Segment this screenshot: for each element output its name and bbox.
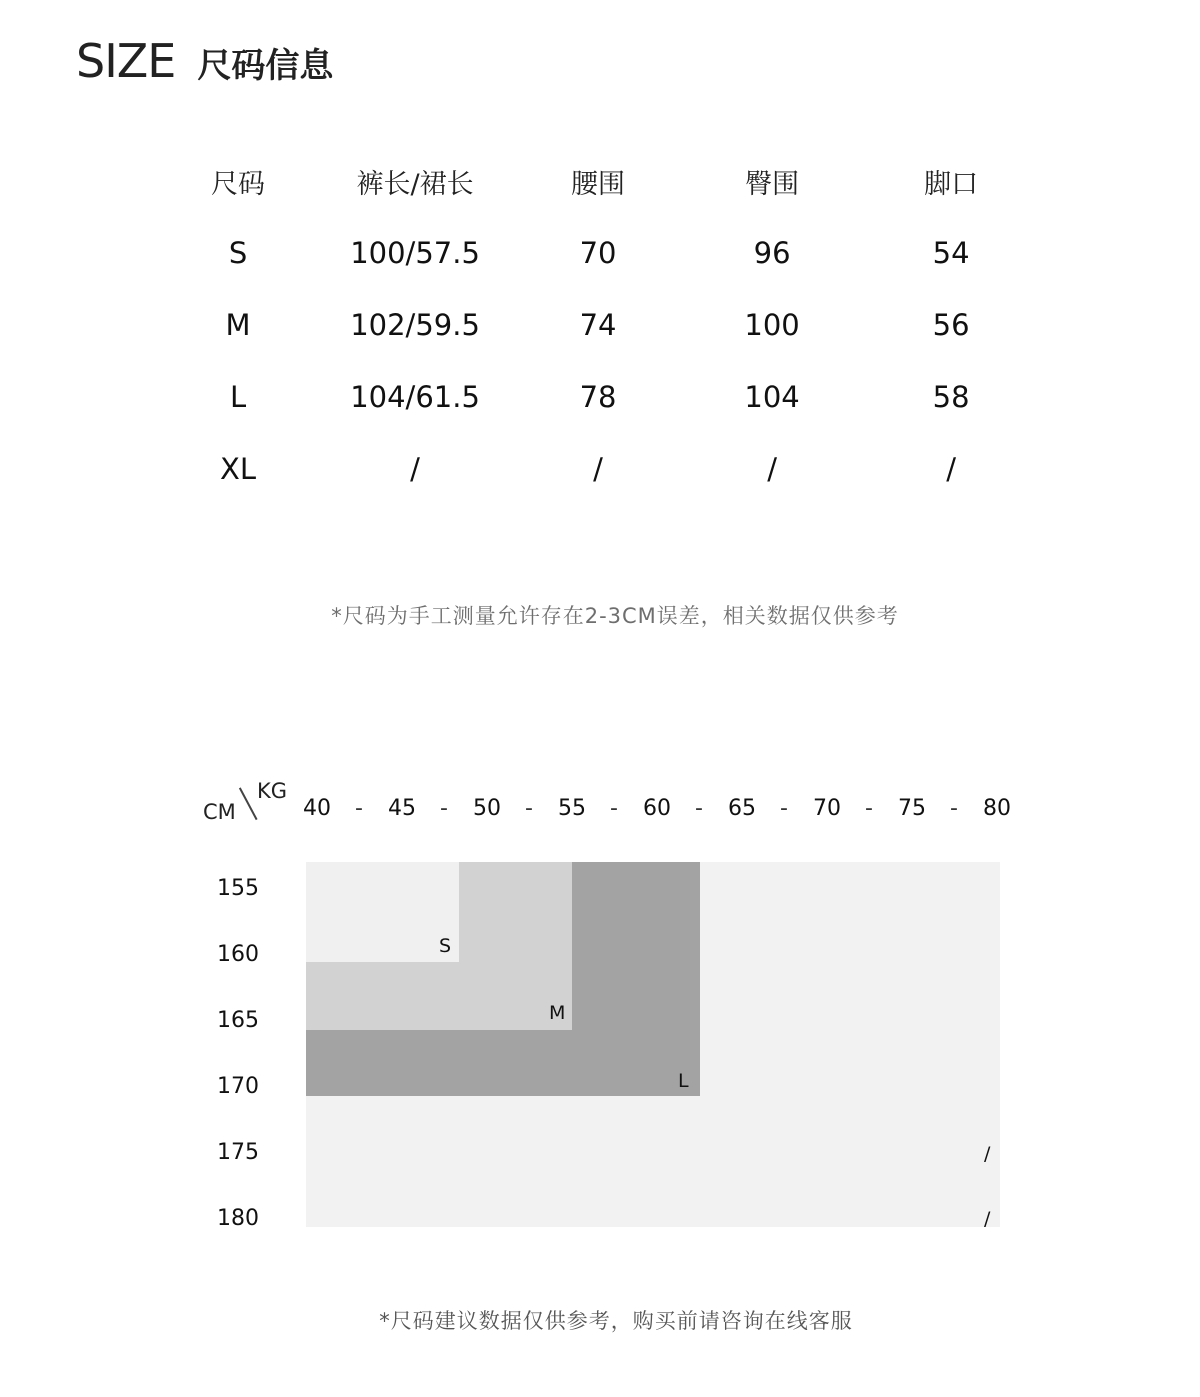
tick-dash: - xyxy=(525,796,533,821)
table-cell: / xyxy=(767,452,777,486)
table-cell: 102/59.5 xyxy=(350,308,480,342)
height-tick: 180 xyxy=(217,1206,259,1231)
weight-tick: 50 xyxy=(473,796,501,821)
tick-dash: - xyxy=(865,796,873,821)
marker-180: / xyxy=(984,1208,991,1230)
table-row xyxy=(150,289,1050,361)
measurement-note: *尺码为手工测量允许存在2-3CM误差，相关数据仅供参考 xyxy=(331,604,899,628)
recommendation-note: *尺码建议数据仅供参考，购买前请咨询在线客服 xyxy=(379,1309,853,1333)
table-cell: 104 xyxy=(744,380,800,414)
table-row xyxy=(150,217,1050,289)
header-size: 尺码 xyxy=(211,168,266,200)
weight-axis xyxy=(0,796,1200,826)
height-tick: 155 xyxy=(217,876,259,901)
header-hem: 脚口 xyxy=(924,168,979,200)
table-cell: / xyxy=(410,452,420,486)
table-cell: 56 xyxy=(932,308,970,342)
table-cell: 100 xyxy=(744,308,800,342)
height-tick: 165 xyxy=(217,1008,259,1033)
axis-unit-cm: CM xyxy=(203,800,236,824)
weight-tick: 70 xyxy=(813,796,841,821)
axis-unit-kg: KG xyxy=(257,779,288,803)
weight-tick: 75 xyxy=(898,796,926,821)
table-cell: 54 xyxy=(932,236,970,270)
table-cell: 74 xyxy=(579,308,617,342)
title-english: SIZE xyxy=(76,34,176,88)
table-cell: 96 xyxy=(753,236,791,270)
weight-tick: 40 xyxy=(303,796,331,821)
height-tick: 170 xyxy=(217,1074,259,1099)
weight-tick: 65 xyxy=(728,796,756,821)
weight-tick: 80 xyxy=(983,796,1011,821)
tick-dash: - xyxy=(355,796,363,821)
table-cell: M xyxy=(225,308,251,342)
table-cell: 100/57.5 xyxy=(350,236,480,270)
height-tick: 175 xyxy=(217,1140,259,1165)
zone-label-m: M xyxy=(549,1002,566,1024)
weight-tick: 60 xyxy=(643,796,671,821)
weight-tick: 55 xyxy=(558,796,586,821)
zone-label-s: S xyxy=(439,935,452,957)
table-cell: L xyxy=(229,380,247,414)
table-cell: 104/61.5 xyxy=(350,380,480,414)
height-tick: 160 xyxy=(217,942,259,967)
size-table-header-row xyxy=(150,145,1050,217)
table-cell: 78 xyxy=(579,380,617,414)
zone-s xyxy=(306,862,459,962)
table-cell: / xyxy=(593,452,603,486)
tick-dash: - xyxy=(610,796,618,821)
title-chinese: 尺码信息 xyxy=(197,46,334,86)
table-cell: S xyxy=(228,236,248,270)
header-length: 裤长/裙长 xyxy=(356,168,474,200)
tick-dash: - xyxy=(950,796,958,821)
table-cell: 70 xyxy=(579,236,617,270)
tick-dash: - xyxy=(780,796,788,821)
marker-175: / xyxy=(984,1143,991,1165)
table-cell: XL xyxy=(220,452,257,486)
tick-dash: - xyxy=(695,796,703,821)
table-cell: / xyxy=(946,452,956,486)
weight-tick: 45 xyxy=(388,796,416,821)
table-cell: 58 xyxy=(932,380,970,414)
table-row xyxy=(150,361,1050,433)
header-waist: 腰围 xyxy=(571,168,626,200)
header-hip: 臀围 xyxy=(745,168,800,200)
page-title xyxy=(76,34,333,94)
table-row xyxy=(150,433,1050,505)
tick-dash: - xyxy=(440,796,448,821)
zone-label-l: L xyxy=(678,1070,689,1092)
size-table xyxy=(150,145,1050,505)
